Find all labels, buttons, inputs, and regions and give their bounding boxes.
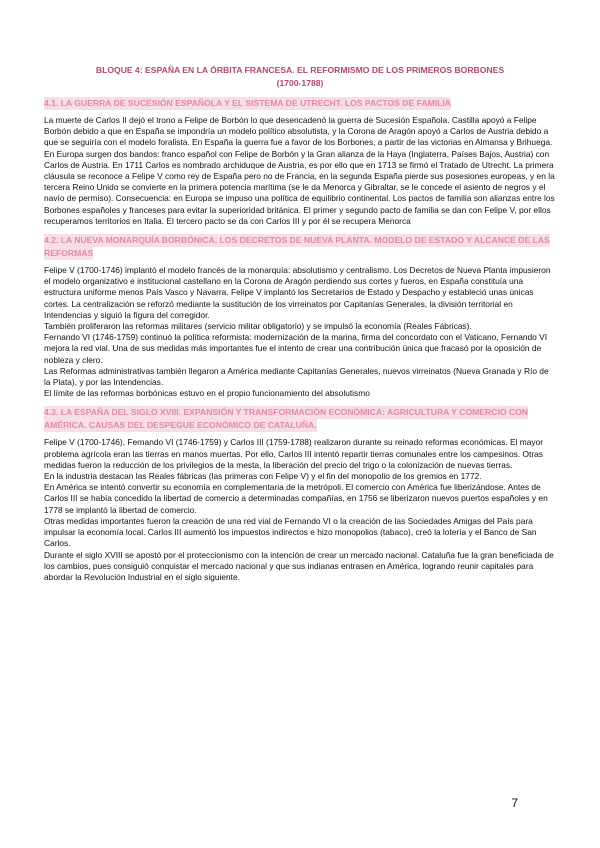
document-page	[44, 64, 556, 583]
paragraph: En la industria destacan las Reales fábricas (las primeras con Felipe V) y el fin del monopolio de los gremios en 1772.	[44, 471, 482, 482]
page-number: 7	[511, 796, 518, 810]
paragraph: En América se intentó convertir su economía en complementaria de la metrópoli. El comercio con América fue liberizándose. Antes de Carlos III se había concedido la libertad de comercio a determinadas compañías, en 1756 se liberizaron nuevos puertos españoles y en 1778 se implantó la libertad de comercio.	[44, 482, 548, 515]
section-heading-4-3: 4.3. LA ESPAÑA DEL SIGLO XVIII. EXPANSIÓN Y TRANSFORMACIÓN ECONÓMICA: AGRICULTURA Y COMERCIO CON AMÉRICA. CAUSAS DEL DESPEGUE ECONÓMICO DE CATALUÑA.	[44, 407, 528, 431]
paragraph: Durante el siglo XVIII se apostó por el proteccionismo con la intención de crear un mercado nacional. Cataluña fue la gran beneficiada de los cambios, pues consiguió conquistar el mercado nacional y que sus indianas entrasen en América, logrando reunir capitales para abordar la Revolución Industrial en el siglo siguiente.	[44, 549, 554, 582]
paragraph: Felipe V (1700-1746) implantó el modelo francés de la monarquía: absolutismo y centralismo. Los Decretos de Nueva Planta impusieron el modelo organizativo e institucional castellano en la Corona de Aragón perdiendo sus cortes y fueros, en España constituía una estructura uniforme menos País Vasco y Navarra. Felipe V implantó los Secretarios de Estado y Despacho y estableció unas únicas cortes. La centralización se reforzó mediante la sustitución de los virreinatos por Capitanías Generales, la división territorial en Intendencias y siguió la figura del corregidor.	[44, 265, 551, 320]
title-line-1: BLOQUE 4: ESPAÑA EN LA ÓRBITA FRANCESA. EL REFORMISMO DE LOS PRIMEROS BORBONES	[95, 65, 505, 75]
paragraph: Otras medidas importantes fueron la creación de una red vial de Fernando VI o la creación de las Sociedades Amigas del País para impulsar la economía local. Carlos III aumentó los impuestos indirectos e hizo monopolios (tabaco), creó la lotería y el Banco de San Carlos.	[44, 515, 537, 549]
paragraph: La muerte de Carlos II dejó el trono a Felipe de Borbón lo que desencadenó la guerra de Sucesión Española. Castilla apoyó a Felipe Borbón debido a que en España se impondría un modelo político absolutista, y la Corona de Aragón apoyó a Carlos de Austria debido a que se seguiría con el modelo foralista. En España la guerra fue a favor de los Borbones, a partir de las victorias en Almansa y Brihuega.	[44, 115, 553, 148]
paragraph: En Europa surgen dos bandos: franco español con Felipe de Borbón y la Gran alianza de la Haya (Inglaterra, Países Bajos, Austria) con Carlos de Austria. En 1711 Carlos es nombrado archiduque de Austria, es por ello que en 1713 se firmó el Tratado de Utrecht. La primera cláusula se reconoce a Felipe V como rey de España pero no de Francia, en la segunda España pierde sus posesiones europeas, y en la tercera Reino Unido se convierte en la primera potencia marítima (se le da Menorca y Gibraltar, se le concede el asiento de negros y el navío de permiso). Consecuencia: en Europa se impuso una política de equilibrio continental. Los pactos de familia son alianzas entre los Borbones españoles y franceses para evitar la superioridad británica. El primer y segundo pacto de familia se dan con Felipe V, por ellos recuperamos territorios en Italia. El tercero pacto se da con Carlos III y por él se recupera Menorca	[44, 148, 555, 226]
paragraph: Fernando VI (1746-1759) continuó la política reformista: modernización de la marina, firma del concordato con el Vaticano, Fernando VI mejora la red vial. Una de sus medidas más importantes fue el intento de crear una contribución única que fracasó por la oposición de nobleza y clero.	[44, 332, 548, 365]
section-heading-4-2: 4.2. LA NUEVA MONARQUÍA BORBÓNICA. LOS DECRETOS DE NUEVA PLANTA. MODELO DE ESTADO Y ALCANCE DE LAS REFORMAS	[44, 235, 550, 259]
paragraph: Las Reformas administrativas también llegaron a América mediante Capitanías Generales, nuevos virreinatos (Nueva Granada y Río de la Plata), y por las Intendencias.	[44, 365, 549, 388]
section-heading-4-1: 4.1. LA GUERRA DE SUCESIÓN ESPAÑOLA Y EL SISTEMA DE UTRECHT. LOS PACTOS DE FAMILIA	[44, 98, 451, 108]
document-title	[44, 64, 556, 90]
title-line-2: (1700-1788)	[276, 78, 324, 88]
paragraph: El límite de las reformas borbónicas estuvo en el propio funcionamiento del absolutismo	[44, 388, 370, 399]
paragraph: También proliferaron las reformas militares (servicio militar obligatorio) y se impulsó la economía (Reales Fábricas).	[44, 321, 472, 332]
paragraph: Felipe V (1700-1746), Fernando VI (1746-1759) y Carlos III (1759-1788) realizaron durante su reinado reformas económicas. El mayor problema agrícola eran las tierras en manos muertas. Por ello, Carlos III intentó repartir tierras comunales entre los campesinos. Otras medidas fueron la reducción de los privilegios de la mesta, la liberación del precio del trigo o la colonización de nuevas tierras.	[44, 437, 544, 470]
